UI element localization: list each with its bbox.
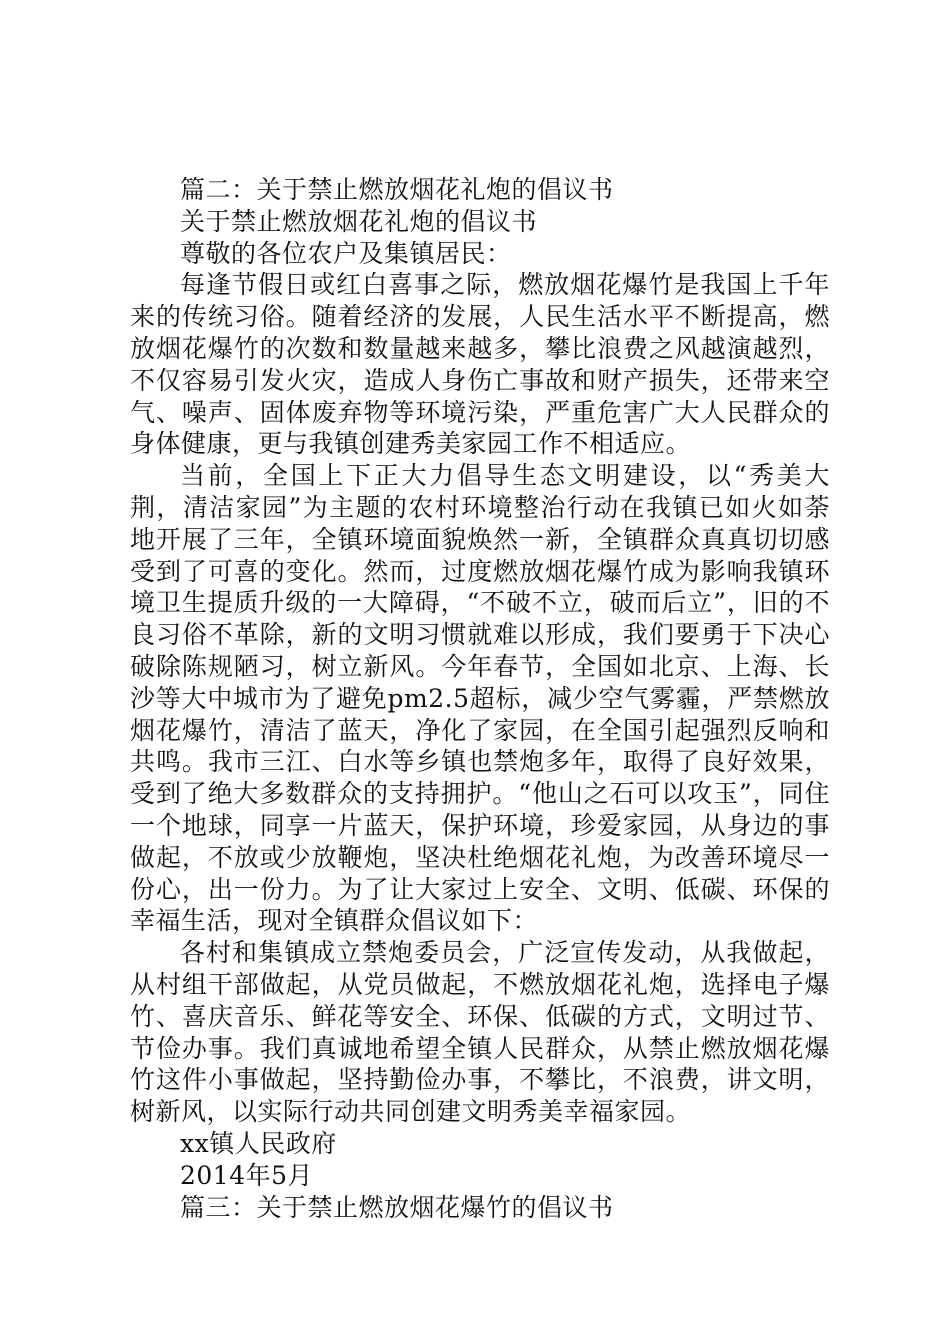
signature: xx镇人民政府 (180, 1128, 337, 1158)
salutation: 尊敬的各位农户及集镇居民： (180, 238, 512, 268)
body-paragraph-3: 各村和集镇成立禁炮委员会，广泛宣传发动，从我做起，从村组干部做起，从党员做起，不燃放烟花礼炮，选择电子爆竹、喜庆音乐、鲜花等安全、环保、低碳的方式，文明过节、节俭办事。我们真诚地希望全镇人民群众，从禁止燃放烟花爆竹这件小事做起，坚持勤俭办事，不攀比，不浪费，讲文明，树新风，以实际行动共同创建文明秀美幸福家园。 (130, 938, 830, 1127)
document-title: 关于禁止燃放烟花礼炮的倡议书 (180, 206, 538, 236)
section-heading-part2: 篇二：关于禁止燃放烟花礼炮的倡议书 (180, 175, 614, 204)
body-paragraph-1: 每逢节假日或红白喜事之际，燃放烟花爆竹是我国上千年来的传统习俗。随着经济的发展，人民生活水平不断提高，燃放烟花爆竹的次数和数量越来越多，攀比浪费之风越演越烈，不仅容易引发火灾，造成人身伤亡事故和财产损失，还带来空气、噪声、固体废弃物等环境污染，严重危害广大人民群众的身体健康，更与我镇创建秀美家园工作不相适应。 (130, 270, 830, 459)
body-paragraph-2: 当前，全国上下正大力倡导生态文明建设，以“秀美大荆，清洁家园”为主题的农村环境整治行动在我镇已如火如荼地开展了三年，全镇环境面貌焕然一新，全镇群众真真切切感受到了可喜的变化。然而，过度燃放烟花爆竹成为影响我镇环境卫生提质升级的一大障碍，“不破不立，破而后立”，旧的不良习俗不革除，新的文明习惯就难以形成，我们要勇于下决心破除陈规陋习，树立新风。今年春节，全国如北京、上海、长沙等大中城市为了避免pm2.5超标，减少空气雾霾，严禁燃放烟花爆竹，清洁了蓝天，净化了家园，在全国引起强烈反响和共鸣。我市三江、白水等乡镇也禁炮多年，取得了良好效果，受到了绝大多数群众的支持拥护。“他山之石可以攻玉”，同住一个地球，同享一片蓝天，保护环境，珍爱家园，从身边的事做起，不放或少放鞭炮，坚决杜绝烟花礼炮，为改善环境尽一份心，出一份力。为了让大家过上安全、文明、低碳、环保的幸福生活，现对全镇群众倡议如下： (130, 461, 830, 936)
date: 2014年5月 (180, 1160, 314, 1190)
document-body (130, 174, 830, 1223)
section-heading-part3: 篇三：关于禁止燃放烟花爆竹的倡议书 (180, 1192, 614, 1222)
